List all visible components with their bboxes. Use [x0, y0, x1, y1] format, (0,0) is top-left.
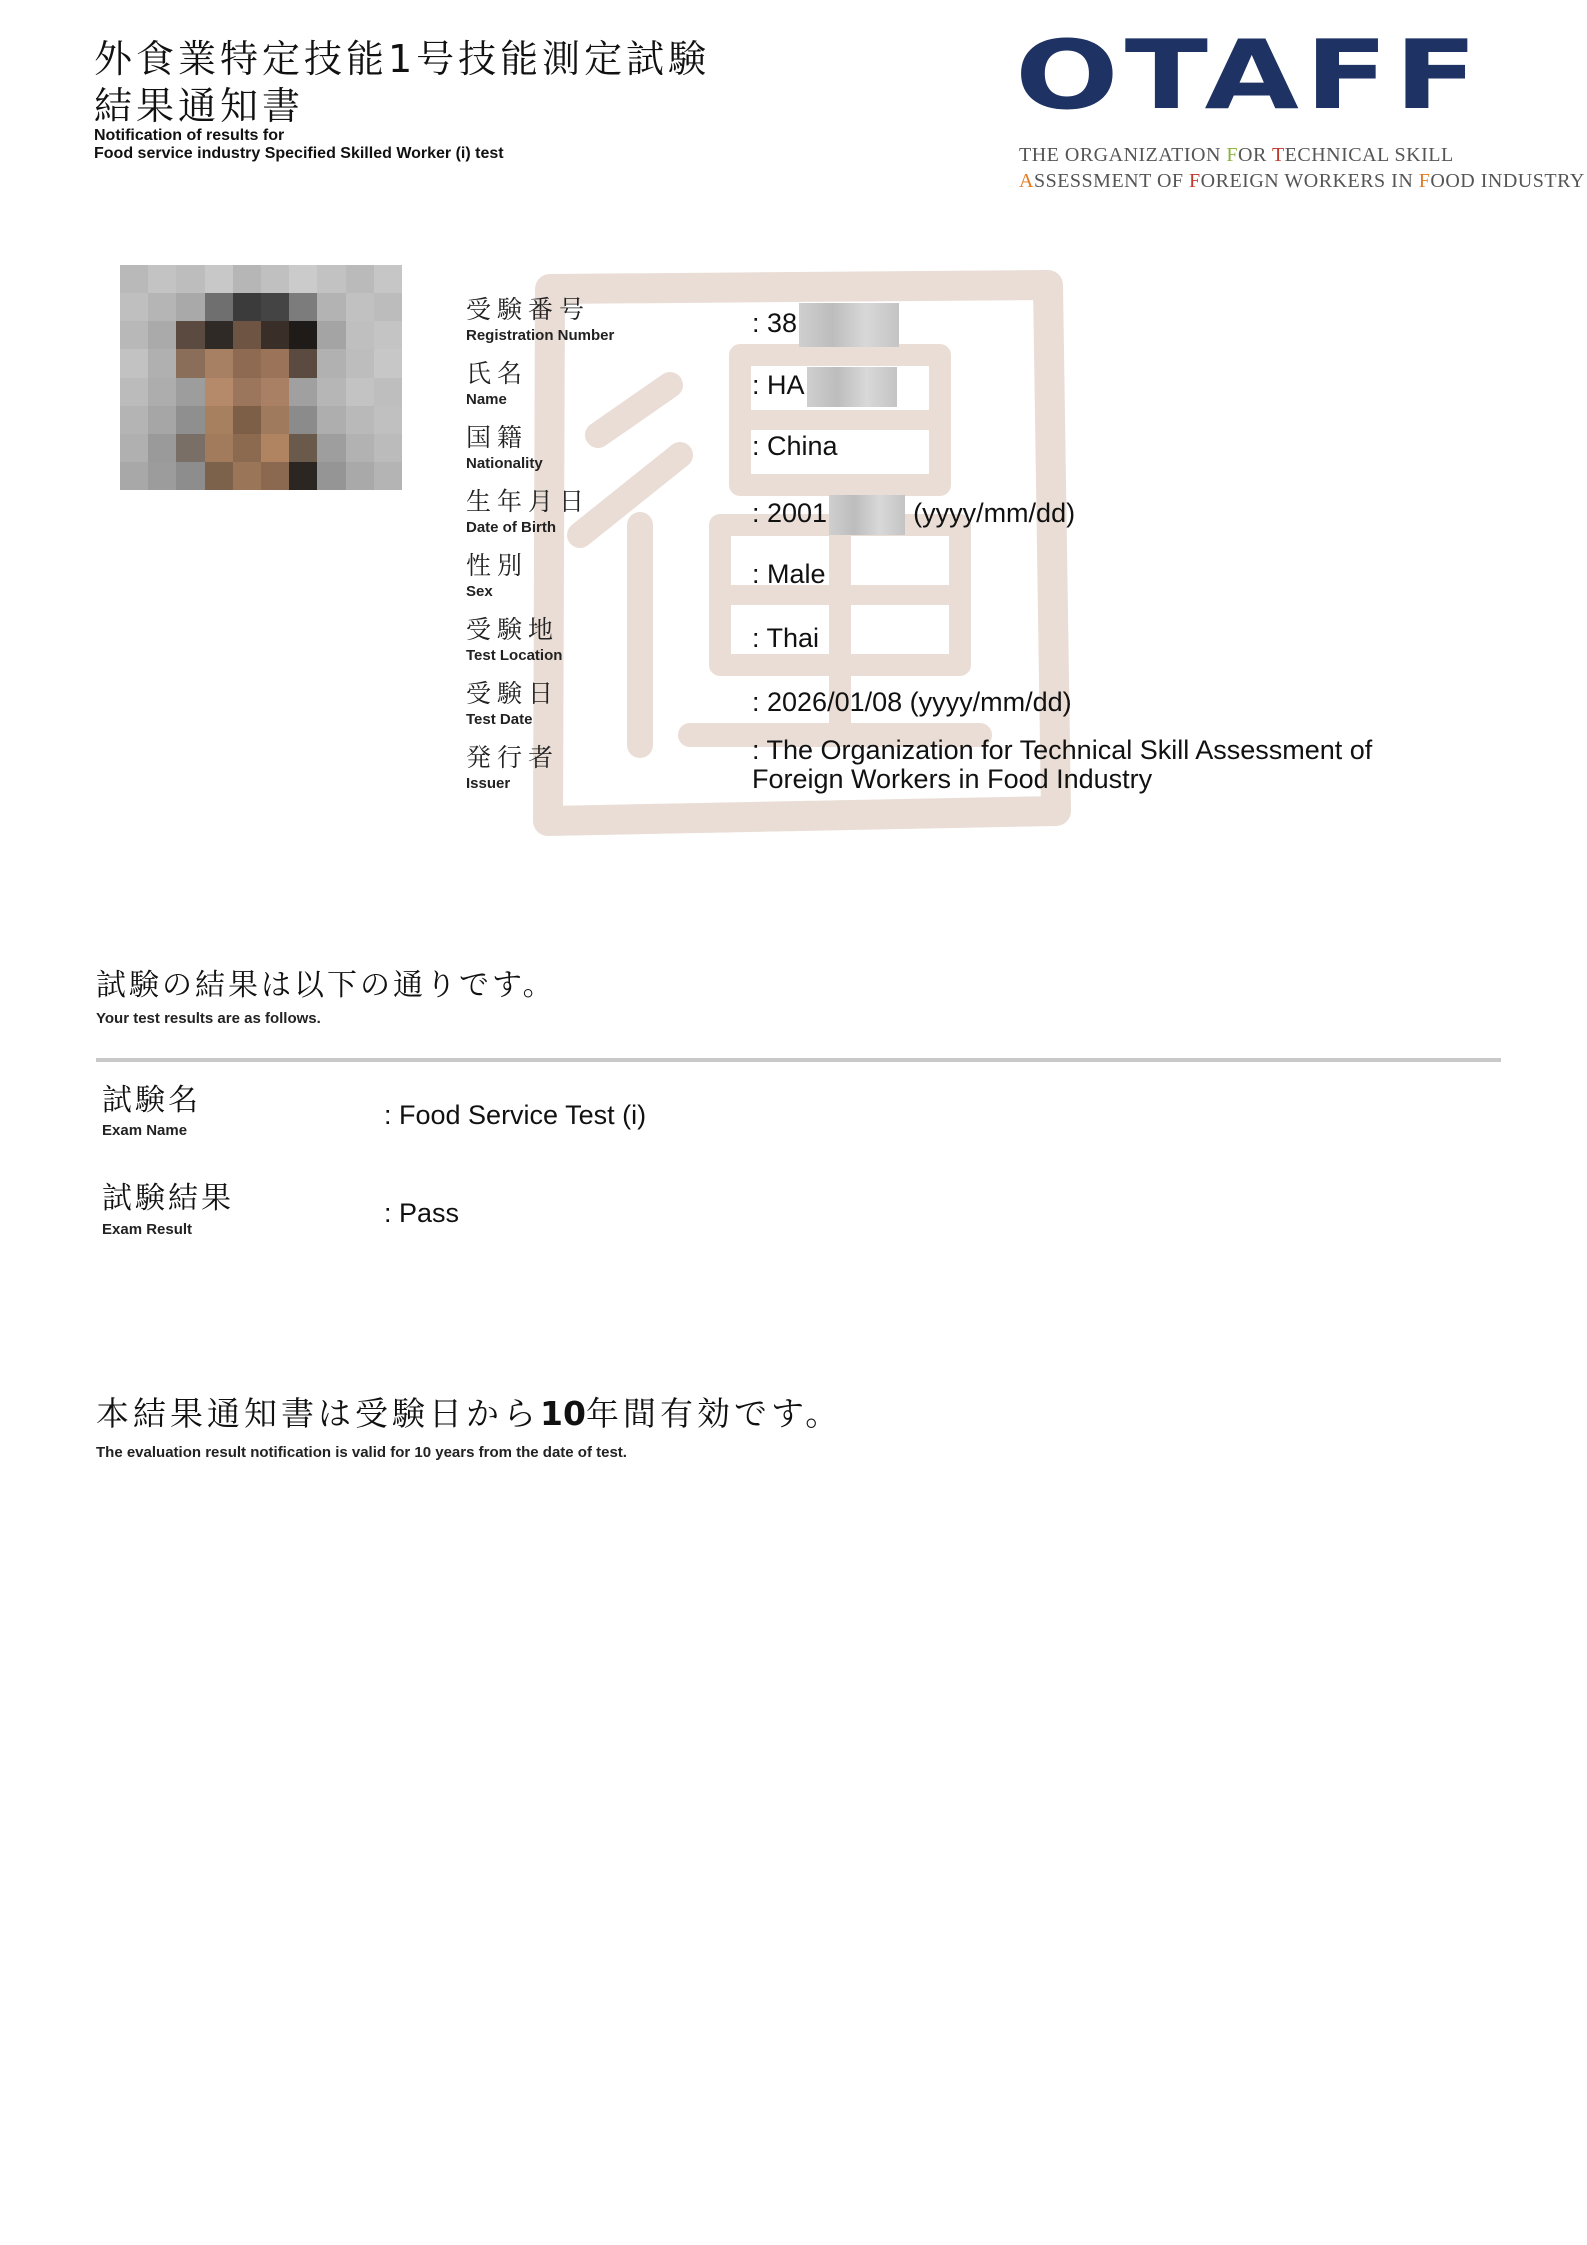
field-label-ja: 受験地: [466, 615, 560, 644]
field-label-ja: 氏名: [466, 359, 529, 388]
field-label-ja: 性別: [466, 551, 529, 580]
otaff-logo: [1015, 19, 1585, 196]
field-label-en: Test Location: [466, 647, 563, 664]
section-divider: [96, 1058, 1501, 1062]
field-value-line1: : The Organization for Technical Skill Assessment of: [752, 735, 1373, 765]
document-subtitle-line2: Food service industry Specified Skilled Worker (i) test: [94, 145, 504, 162]
field-value-line2: Foreign Workers in Food Industry: [752, 764, 1153, 794]
exam-name-label-en: Exam Name: [102, 1122, 188, 1139]
validity-ja: 本結果通知書は受験日から10年間有効です。: [96, 1394, 843, 1433]
field-label-ja: 発行者: [466, 743, 560, 772]
field-value: : China: [752, 431, 838, 461]
document-subtitle-line1: Notification of results for: [94, 127, 285, 144]
field-label-en: Date of Birth: [466, 519, 556, 536]
applicant-photo: [120, 265, 402, 490]
field-value: : 2026/01/08 (yyyy/mm/dd): [752, 687, 1072, 717]
field-value: : Male: [752, 559, 826, 589]
document-title-line2: 結果通知書: [94, 84, 305, 128]
field-label-ja: 受験番号: [466, 295, 591, 324]
field-value: : HA: [752, 367, 897, 407]
field-label-ja: 受験日: [466, 679, 560, 708]
exam-result-value: : Pass: [384, 1198, 460, 1228]
exam-result-label-ja: 試験結果: [102, 1181, 234, 1216]
field-label-en: Nationality: [466, 455, 543, 472]
field-label-en: Sex: [466, 583, 493, 600]
redacted-block: [799, 303, 899, 347]
exam-name-label-ja: 試験名: [102, 1083, 201, 1118]
field-value: : Thai: [752, 623, 820, 653]
results-intro-ja: 試験の結果は以下の通りです。: [96, 968, 556, 1003]
field-label-en: Name: [466, 391, 507, 408]
redacted-block: [829, 495, 905, 535]
logo-word: OTAFF: [1015, 19, 1484, 131]
field-value: : 2001 (yyyy/mm/dd): [752, 495, 1075, 535]
field-label-en: Test Date: [466, 711, 533, 728]
field-label-ja: 生年月日: [466, 487, 591, 516]
field-label-en: Registration Number: [466, 327, 615, 344]
results-intro-en: Your test results are as follows.: [96, 1010, 321, 1027]
field-label-en: Issuer: [466, 775, 511, 792]
validity-en: The evaluation result notification is valid for 10 years from the date of test.: [96, 1444, 627, 1461]
exam-name-value: : Food Service Test (i): [384, 1100, 647, 1130]
logo-tagline-line1: THE ORGANIZATION FOR TECHNICAL SKILL: [1019, 144, 1454, 166]
field-label-ja: 国籍: [466, 423, 529, 452]
document-title-line1: 外食業特定技能1号技能測定試験: [94, 37, 711, 81]
field-value: : 38: [752, 303, 899, 347]
logo-tagline-line2: ASSESSMENT OF FOREIGN WORKERS IN FOOD INDUSTRY: [1019, 170, 1585, 192]
redacted-block: [807, 367, 897, 407]
exam-result-label-en: Exam Result: [102, 1221, 193, 1238]
